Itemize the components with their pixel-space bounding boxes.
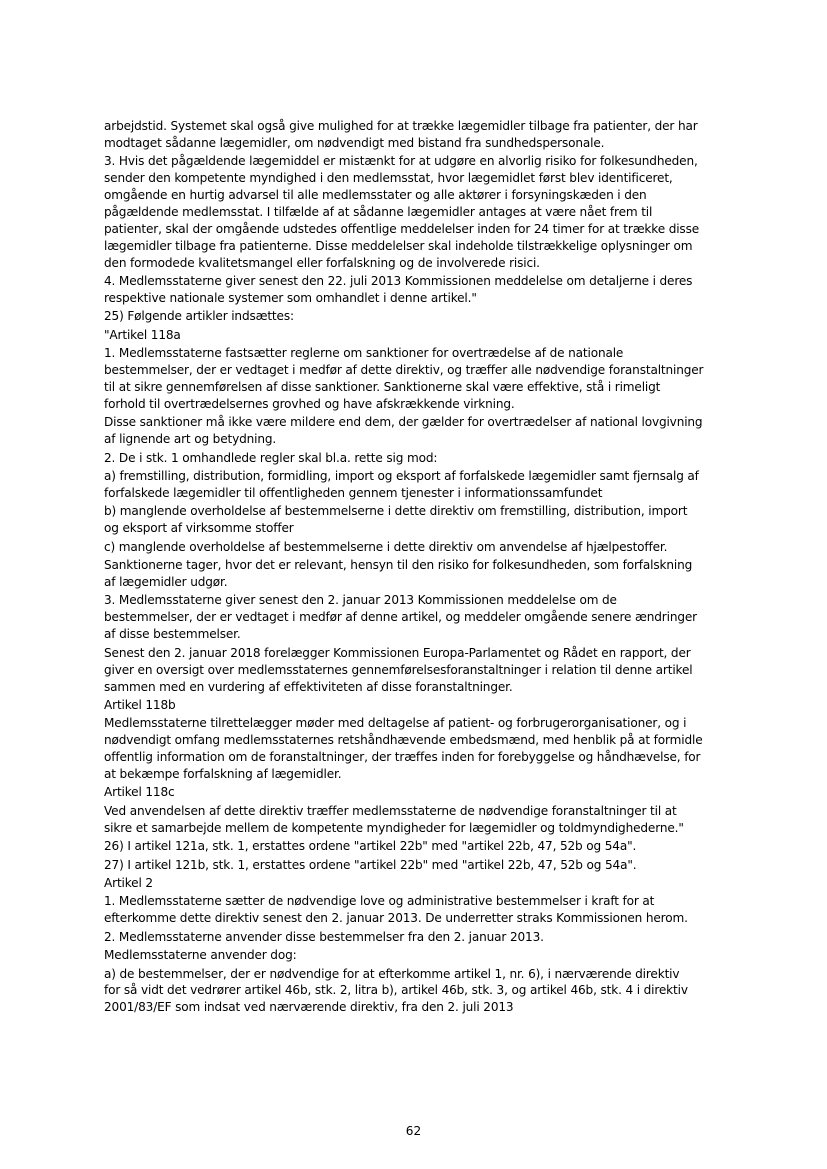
article-heading: Artikel 118b xyxy=(104,697,176,712)
paragraph: Medlemsstaterne anvender dog: xyxy=(104,948,297,963)
paragraph: 4. Medlemsstaterne giver senest den 22. juli 2013 Kommissionen meddelelse om detaljerne i deres respektive nationale systemer som omhandlet i denne artikel." xyxy=(104,274,693,306)
paragraph: 3. Medlemsstaterne giver senest den 2. januar 2013 Kommissionen meddelelse om de bestemmelser, der er vedtaget i medfør af denne artikel, og meddeler omgående senere ændringer af disse bestemmelser. xyxy=(104,593,697,642)
paragraph: arbejdstid. Systemet skal også give mulighed for at trække lægemidler tilbage fra patienter, der har modtaget sådanne lægemidler, om nødvendigt med bistand fra sundhedspersonale. xyxy=(104,119,698,150)
paragraph: 2. De i stk. 1 omhandlede regler skal bl.a. rette sig mod: xyxy=(104,450,438,465)
paragraph: 25) Følgende artikler indsættes: xyxy=(104,309,294,324)
page-number: 62 xyxy=(405,1124,422,1138)
paragraph: 2. Medlemsstaterne anvender disse bestemmelser fra den 2. januar 2013. xyxy=(104,929,544,944)
paragraph: 1. Medlemsstaterne sætter de nødvendige love og administrative bestemmelser i kraft for at efterkomme dette direktiv senest den 2. januar 2013. De underretter straks Kommissionen herom. xyxy=(104,894,688,926)
article-heading: Artikel 2 xyxy=(104,875,153,890)
paragraph: Sanktionerne tager, hvor det er relevant, hensyn til den risiko for folkesundheden, som forfalskning af lægemidler udgør. xyxy=(104,558,693,590)
list-item: b) manglende overholdelse af bestemmelserne i dette direktiv om fremstilling, distribution, import og eksport af virksomme stoffer xyxy=(104,504,688,536)
paragraph: 3. Hvis det pågældende lægemiddel er mistænkt for at udgøre en alvorlig risiko for folkesundheden, sender den kompetente myndighed i den medlemsstat, hvor lægemidlet først blev identificeret, omgående en hurtig advarsel til alle medlemsstater og alle aktører i forsyningskæden i den pågældende medlemsstat. I tilfælde af at sådanne lægemidler antages at være nået frem til patienter, skal der omgående udstedes offentlige meddelelser inden for 24 timer for at trække disse lægemidler tilbage fra patienterne. Disse meddelelser skal indeholde tilstrækkelige oplysninger om den formodede kvalitetsmangel eller forfalskning og de involverede risici. xyxy=(104,154,700,270)
list-item: c) manglende overholdelse af bestemmelserne i dette direktiv om anvendelse af hjælpestoffer. xyxy=(104,539,668,554)
list-item: a) de bestemmelser, der er nødvendige for at efterkomme artikel 1, nr. 6), i nærværende direktiv for så vidt det vedrører artikel 46b, stk. 2, litra b), artikel 46b, stk. 3, og artikel 46b, stk. 4 i direktiv 2001/83/EF som indsat ved nærværende direktiv, fra den 2. juli 2013 xyxy=(104,966,688,1015)
document-body xyxy=(104,118,726,1018)
paragraph: Disse sanktioner må ikke være mildere end dem, der gælder for overtrædelser af national lovgivning af lignende art og betydning. xyxy=(104,415,703,447)
article-heading: Artikel 118c xyxy=(104,785,175,800)
article-heading: "Artikel 118a xyxy=(104,327,181,342)
paragraph: 26) I artikel 121a, stk. 1, erstattes ordene "artikel 22b" med "artikel 22b, 47, 52b og 54a". xyxy=(104,839,637,854)
paragraph: 27) I artikel 121b, stk. 1, erstattes ordene "artikel 22b" med "artikel 22b, 47, 52b og 54a". xyxy=(104,857,637,872)
paragraph: 1. Medlemsstaterne fastsætter reglerne om sanktioner for overtrædelse af de nationale bestemmelser, der er vedtaget i medfør af dette direktiv, og træffer alle nødvendige foranstaltninger til at sikre gennemførelsen af disse sanktioner. Sanktionerne skal være effektive, stå i rimeligt forhold til overtrædelsernes grovhed og have afskrækkende virkning. xyxy=(104,346,704,411)
list-item: a) fremstilling, distribution, formidling, import og eksport af forfalskede lægemidler samt fjernsalg af forfalskede lægemidler til offentligheden gennem tjenester i informationssamfundet xyxy=(104,469,699,501)
paragraph: Senest den 2. januar 2018 forelægger Kommissionen Europa-Parlamentet og Rådet en rapport, der giver en oversigt over medlemsstaternes gennemførelsesforanstaltninger i relation til denne artikel sammen med en vurdering af effektiviteten af disse foranstaltninger. xyxy=(104,645,693,694)
paragraph: Medlemsstaterne tilrettelægger møder med deltagelse af patient- og forbrugerorganisationer, og i nødvendigt omfang medlemsstaternes retshåndhævende embedsmænd, med henblik på at formidle offentlig information om de foranstaltninger, der træffes inden for forebyggelse og håndhævelse, for at bekæmpe forfalskning af lægemidler. xyxy=(104,716,703,782)
paragraph: Ved anvendelsen af dette direktiv træffer medlemsstaterne de nødvendige foranstaltninger til at sikre et samarbejde mellem de kompetente myndigheder for lægemidler og toldmyndighederne." xyxy=(104,803,684,835)
